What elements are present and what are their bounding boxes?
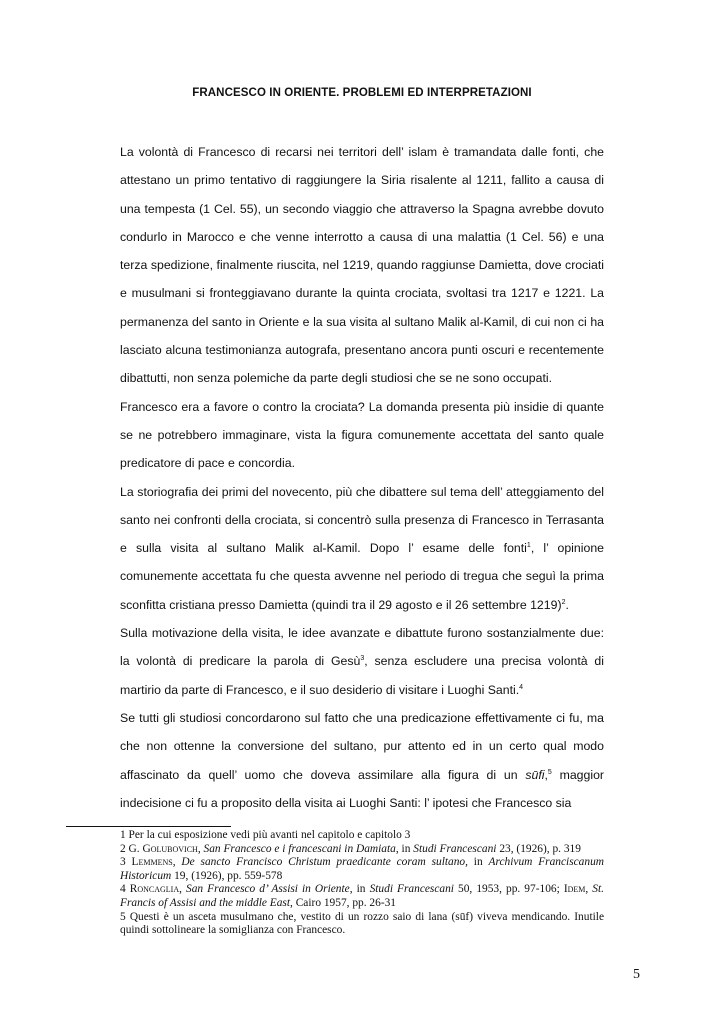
sufi-term: sūfi — [525, 767, 545, 782]
footnote-4 — [120, 883, 604, 910]
footnote-2-author: G. Golubovich — [128, 842, 198, 855]
paragraph-5 — [120, 704, 604, 817]
footnote-3-sep: , — [172, 856, 182, 869]
footnote-2-in: , in — [395, 842, 414, 855]
footnote-4-author: Roncaglia — [129, 883, 180, 896]
body-text — [120, 138, 604, 817]
paragraph-3-text-a: La storiografia dei primi del novecento, più che dibattere sul tema dell’ atteggiamento del santo nei confronti della crociata, si concentrò sulla presenza di Francesco in Terrasanta e sulla visita al sultano Malik al-Kamil. Dopo l’ esame delle fonti — [120, 484, 604, 556]
footnote-ref-4: 4 — [519, 683, 524, 691]
footnote-3-title: De sancto Francisco Christum praedicante coram sultano — [181, 856, 466, 869]
paragraph-4-text-b: , senza escludere una precisa volontà di martirio da parte di Francesco, e il suo desiderio di visitare i Luoghi Santi. — [120, 654, 604, 697]
footnote-1: 1 Per la cui esposizione vedi più avanti nel capitolo e capitolo 3 — [120, 829, 411, 841]
footnote-4-rest: 50, 1953, pp. 97-106; — [453, 883, 564, 896]
footnote-4-number: 4 — [120, 883, 130, 896]
paragraph-5-comma: , — [544, 767, 548, 782]
footnote-4-idem: Idem — [563, 883, 586, 896]
footnote-4-sep-2: , — [585, 883, 593, 896]
paragraph-5-text-a: Se tutti gli studiosi concordarono sul fatto che una predicazione effettivamente ci fu, ma che non ottenne la conversione del sultano, pur attento ed in un certo qual modo affascinato da quell’ uomo che doveva assimilare alla figura di un — [120, 710, 604, 782]
paragraph-2: Francesco era a favore o contro la crociata? La domanda presenta più insidie di quante se ne potrebbero immaginare, vista la figura comunemente accettata del santo quale predicatore di pace e concordia. — [120, 399, 604, 471]
footnote-3 — [120, 856, 604, 883]
footnote-2-sep: , — [197, 842, 204, 855]
paragraph-4-text-a: Sulla motivazione della visita, le idee avanzate e dibattute furono sostanzialmente due: la volontà di predicare la parola di Gesù — [120, 626, 604, 669]
footnote-2-rest: 23, (1926), p. 319 — [496, 842, 581, 855]
footnote-4-rest-2: , Cairo 1957, pp. 26-31 — [290, 896, 397, 909]
footnote-2-journal: Studi Francescani — [413, 842, 497, 855]
footnote-4-journal: Studi Francescani — [369, 883, 454, 896]
footnote-3-in: , in — [465, 856, 489, 869]
footnote-3-rest: 19, (1926), pp. 559-578 — [171, 869, 283, 882]
page-title: FRANCESCO IN ORIENTE. PROBLEMI ED INTERPRETAZIONI — [192, 87, 532, 99]
paragraph-4 — [120, 619, 604, 704]
paragraph-3-text-c: . — [565, 597, 569, 612]
paragraph-1: La volontà di Francesco di recarsi nei territori dell’ islam è tramandata dalle fonti, che attestano un primo tentativo di raggiungere la Siria risalente al 1211, fallito a causa di una tempesta (1 Cel. 55), un secondo viaggio che attraverso la Spagna avrebbe dovuto condurlo in Marocco e che venne interrotto a causa di una malattia (1 Cel. 56) e una terza spedizione, finalmente riuscita, nel 1219, quando raggiunse Damietta, dove crociati e musulmani si fronteggiavano durante la quinta crociata, svoltasi tra 1217 e 1221. La permanenza del santo in Oriente e la sua visita al sultano Malik al-Kamil, di cui non ci ha lasciato alcuna testimonianza autografa, presentano ancora punti oscuri e recentemente dibattutti, non senza polemiche da parte degli studiosi che se ne sono occupati. — [120, 145, 604, 386]
footnote-2-number: 2 — [120, 842, 129, 855]
page-number: 5 — [633, 967, 640, 982]
paragraph-3 — [120, 478, 604, 619]
footnote-4-in: , in — [349, 883, 370, 896]
footnote-2 — [120, 843, 604, 857]
footnote-4-title-2: St. Francis of Assisi and the middle East — [120, 883, 605, 909]
footnote-4-title: San Francesco d’ Assisi in Oriente — [186, 883, 350, 896]
footnote-2-title: San Francesco e i francescani in Damiata — [203, 842, 396, 855]
footnote-3-journal: Archivum Franciscanum Historicum — [120, 856, 604, 882]
paragraph-5-text-c: maggior indecisione ci fu a proposito della visita ai Luoghi Santi: l’ ipotesi che Francesco sia — [120, 767, 605, 810]
footnote-3-number: 3 — [120, 856, 132, 869]
footnote-3-author: Lemmens — [131, 856, 173, 869]
footnotes — [120, 829, 604, 938]
footnote-ref-3: 3 — [360, 655, 365, 663]
footnote-ref-2: 2 — [561, 598, 566, 606]
footnote-separator — [66, 826, 231, 827]
footnote-ref-5: 5 — [547, 768, 552, 776]
footnote-4-sep: , — [179, 883, 187, 896]
footnote-ref-1: 1 — [526, 542, 531, 550]
footnote-5: 5 Questi è un asceta musulmano che, vestito di un rozzo saio di lana (sūf) viveva mendicando. Inutile quindi sottolineare la somiglianza con Francesco. — [120, 910, 604, 937]
paragraph-3-text-b: , l’ opinione comunemente accettata fu che questa avvenne nel periodo di tregua che seguì la prima sconfitta cristiana presso Damietta (quindi tra il 29 agosto e il 26 settembre 1219) — [120, 541, 604, 612]
